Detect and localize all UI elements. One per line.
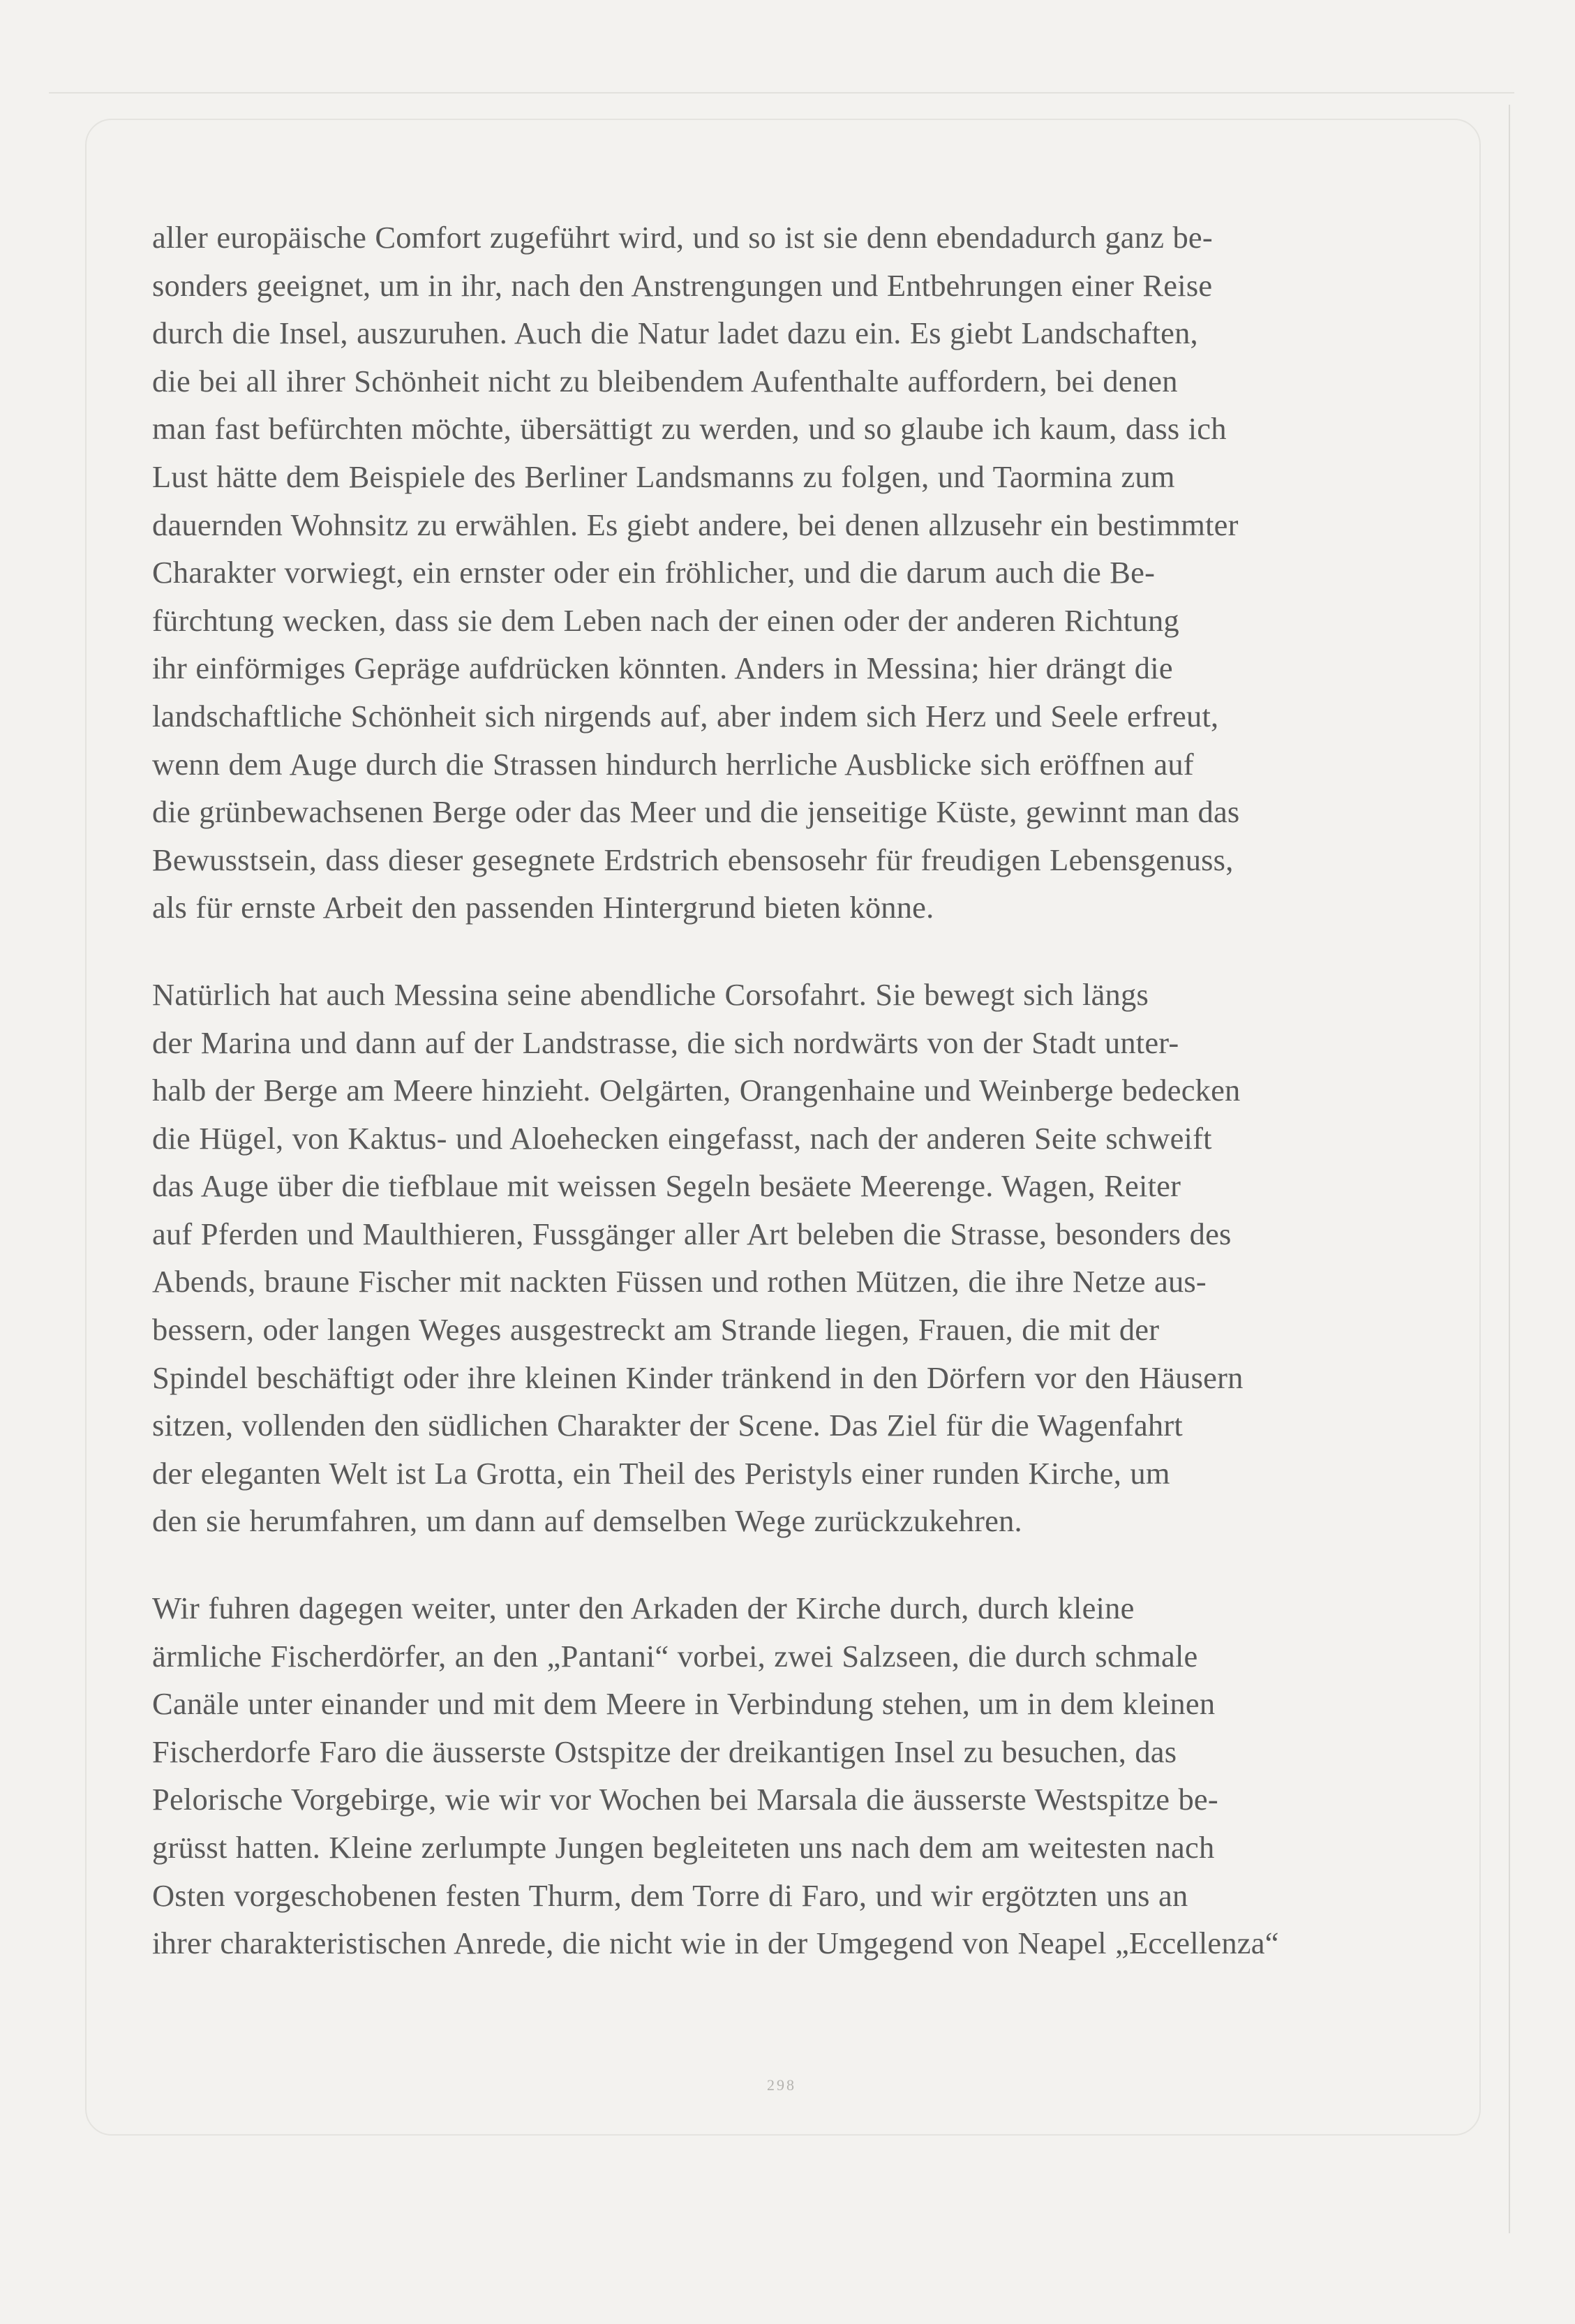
page-edge-top [49,92,1514,94]
page-number: 298 [767,2076,796,2094]
paragraph-1: aller europäische Comfort zugeführt wird, und so ist sie denn ebendadurch ganz be- sonders geeignet, um in ihr, nach den Anstrengungen und Entbehrungen einer Reise durch die Insel, auszuruhen. Auch die Natur ladet dazu ein. Es giebt Landschaften, die bei all ihrer Schönheit nicht zu bleibendem Aufenthalte auffordern, bei denen man fast befürchten möchte, übersättigt zu werden, und so glaube ich kaum, dass ich Lust hätte dem Beispiele des Berliner Landsmanns zu folgen, und Taormina zum dauernden Wohnsitz zu erwählen. Es giebt andere, bei denen allzusehr ein bestimmter Charakter vorwiegt, ein ernster oder ein fröhlicher, und die darum auch die Be- fürchtung wecken, dass sie dem Leben nach der einen oder der anderen Richtung ihr einförmiges Gepräge aufdrücken könnten. Anders in Messina; hier drängt die landschaftliche Schönheit sich nirgends auf, aber indem sich Herz und Seele erfreut, wenn dem Auge durch die Strassen hindurch herrliche Ausblicke sich eröffnen auf die grünbewachsenen Berge oder das Meer und die jenseitige Küste, gewinnt man das Bewusstsein, dass dieser gesegnete Erdstrich ebensosehr für freudigen Lebensgenuss, als für ernste Arbeit den passenden Hintergrund bieten könne. [152,220,1240,925]
paragraph-2: Natürlich hat auch Messina seine abendliche Corsofahrt. Sie bewegt sich längs der Marina und dann auf der Landstrasse, die sich nordwärts von der Stadt unter- halb der Berge am Meere hinzieht. Oelgärten, Orangenhaine und Weinberge bedecken die Hügel, von Kaktus- und Aloehecken eingefasst, nach der anderen Seite schweift das Auge über die tiefblaue mit weissen Segeln besäete Meerenge. Wagen, Reiter auf Pferden und Maulthieren, Fussgänger aller Art beleben die Strasse, besonders des Abends, braune Fischer mit nackten Füssen und rothen Mützen, die ihre Netze aus- bessern, oder langen Weges ausgestreckt am Strande liegen, Frauen, die mit der Spindel beschäftigt oder ihre kleinen Kinder tränkend in den Dörfern vor den Häusern sitzen, vollenden den südlichen Charakter der Scene. Das Ziel für die Wagenfahrt der eleganten Welt ist La Grotta, ein Theil des Peristyls einer runden Kirche, um den sie herumfahren, um dann auf demselben Wege zurückzukehren. [152,976,1244,1539]
paragraph-3: Wir fuhren dagegen weiter, unter den Arkaden der Kirche durch, durch kleine ärmliche Fischerdörfer, an den „Pantani“ vorbei, zwei Salzseen, die durch schmale Canäle unter einander und mit dem Meere in Verbindung stehen, um in dem kleinen Fischerdorfe Faro die äusserste Ostspitze der dreikantigen Insel zu besuchen, das Pelorische Vorgebirge, wie wir vor Wochen bei Marsala die äusserste Westspitze be- grüsst hatten. Kleine zerlumpte Jungen begleiteten uns nach dem am weitesten nach Osten vorgeschobenen festen Thurm, dem Torre di Faro, und wir ergötzten uns an ihrer charakteristischen Anrede, die nicht wie in der Umgegend von Neapel „Eccellenza“ [152,1591,1279,1961]
page-edge-right [1509,105,1510,2233]
body-text [152,214,1412,1967]
